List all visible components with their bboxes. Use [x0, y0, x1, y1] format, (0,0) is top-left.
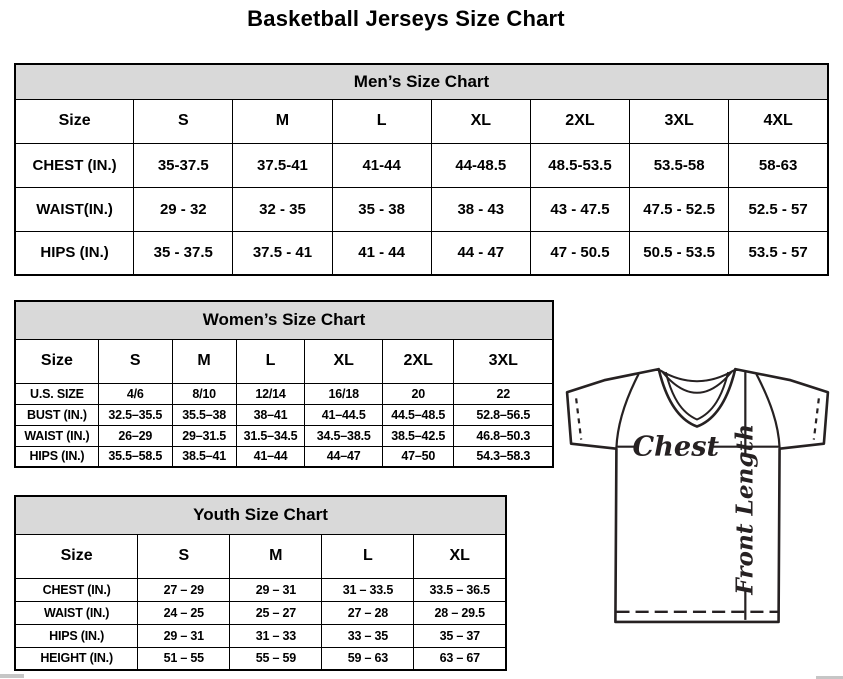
youth-size-chart-table [14, 495, 507, 671]
value-cell: 52.5 - 57 [729, 187, 828, 231]
value-cell: 8/10 [172, 383, 236, 404]
value-cell: 54.3–58.3 [454, 446, 553, 467]
value-cell: 35 - 37.5 [134, 231, 233, 275]
table-row [15, 446, 553, 467]
right-cuff-dashed-line [814, 398, 819, 439]
right-sleeve-seam [756, 374, 779, 448]
value-cell: 51 – 55 [138, 647, 230, 670]
jersey-measurement-diagram [558, 356, 840, 628]
table-row [15, 404, 553, 425]
value-cell: 27 – 28 [322, 601, 414, 624]
value-cell: 47 - 50.5 [530, 231, 629, 275]
value-cell: 29–31.5 [172, 425, 236, 446]
value-cell: 48.5-53.5 [530, 143, 629, 187]
collar-inner-v [666, 372, 728, 419]
value-cell: 27 – 29 [138, 578, 230, 601]
row-label: U.S. SIZE [15, 383, 98, 404]
table-header-row [15, 339, 553, 383]
value-cell: 35 - 38 [332, 187, 431, 231]
header-cell: S [138, 534, 230, 578]
collar-ribbing [660, 370, 735, 381]
header-cell: 2XL [530, 99, 629, 143]
row-label: WAIST(IN.) [15, 187, 134, 231]
header-cell: S [134, 99, 233, 143]
womens-chart-caption: Women’s Size Chart [15, 301, 553, 339]
mens-chart-caption: Men’s Size Chart [15, 64, 828, 99]
value-cell: 63 – 67 [414, 647, 506, 670]
value-cell: 37.5-41 [233, 143, 332, 187]
value-cell: 31 – 33 [230, 624, 322, 647]
value-cell: 41–44.5 [305, 404, 382, 425]
value-cell: 24 – 25 [138, 601, 230, 624]
header-cell: Size [15, 339, 98, 383]
value-cell: 38–41 [236, 404, 305, 425]
table-row [15, 425, 553, 446]
value-cell: 44.5–48.5 [382, 404, 454, 425]
value-cell: 44–47 [305, 446, 382, 467]
row-label: BUST (IN.) [15, 404, 98, 425]
table-row [15, 624, 506, 647]
header-cell: Size [15, 99, 134, 143]
value-cell: 32.5–35.5 [98, 404, 172, 425]
horizontal-scrollbar-left-fragment[interactable] [0, 674, 24, 678]
header-cell: 4XL [729, 99, 828, 143]
value-cell: 26–29 [98, 425, 172, 446]
row-label: HEIGHT (IN.) [15, 647, 138, 670]
value-cell: 37.5 - 41 [233, 231, 332, 275]
value-cell: 20 [382, 383, 454, 404]
page-title: Basketball Jerseys Size Chart [247, 6, 565, 31]
row-label: CHEST (IN.) [15, 143, 134, 187]
value-cell: 25 – 27 [230, 601, 322, 624]
header-cell: M [233, 99, 332, 143]
header-cell: 2XL [382, 339, 454, 383]
value-cell: 34.5–38.5 [305, 425, 382, 446]
value-cell: 29 – 31 [230, 578, 322, 601]
table-row [15, 383, 553, 404]
value-cell: 46.8–50.3 [454, 425, 553, 446]
value-cell: 35 – 37 [414, 624, 506, 647]
value-cell: 4/6 [98, 383, 172, 404]
header-cell: S [98, 339, 172, 383]
value-cell: 58-63 [729, 143, 828, 187]
header-cell: XL [431, 99, 530, 143]
value-cell: 16/18 [305, 383, 382, 404]
row-label: HIPS (IN.) [15, 446, 98, 467]
mens-size-chart-table [14, 63, 829, 276]
value-cell: 33.5 – 36.5 [414, 578, 506, 601]
row-label: WAIST (IN.) [15, 601, 138, 624]
left-cuff-dashed-line [576, 398, 581, 439]
row-label: CHEST (IN.) [15, 578, 138, 601]
header-cell: 3XL [630, 99, 729, 143]
header-cell: L [332, 99, 431, 143]
header-cell: XL [414, 534, 506, 578]
value-cell: 29 - 32 [134, 187, 233, 231]
womens-size-chart-table [14, 300, 554, 468]
table-caption-row [15, 301, 553, 339]
value-cell: 38.5–41 [172, 446, 236, 467]
value-cell: 32 - 35 [233, 187, 332, 231]
value-cell: 31 – 33.5 [322, 578, 414, 601]
value-cell: 35.5–58.5 [98, 446, 172, 467]
header-cell: M [230, 534, 322, 578]
value-cell: 41–44 [236, 446, 305, 467]
header-cell: 3XL [454, 339, 553, 383]
table-row [15, 231, 828, 275]
value-cell: 59 – 63 [322, 647, 414, 670]
table-row [15, 578, 506, 601]
table-row [15, 143, 828, 187]
chest-label: Chest [632, 430, 720, 463]
value-cell: 47–50 [382, 446, 454, 467]
table-header-row [15, 534, 506, 578]
value-cell: 35.5–38 [172, 404, 236, 425]
value-cell: 38.5–42.5 [382, 425, 454, 446]
value-cell: 50.5 - 53.5 [630, 231, 729, 275]
table-caption-row [15, 496, 506, 534]
value-cell: 44-48.5 [431, 143, 530, 187]
header-cell: L [322, 534, 414, 578]
table-header-row [15, 99, 828, 143]
value-cell: 43 - 47.5 [530, 187, 629, 231]
value-cell: 52.8–56.5 [454, 404, 553, 425]
table-row [15, 601, 506, 624]
value-cell: 41 - 44 [332, 231, 431, 275]
value-cell: 38 - 43 [431, 187, 530, 231]
row-label: HIPS (IN.) [15, 624, 138, 647]
table-row [15, 647, 506, 670]
youth-chart-caption: Youth Size Chart [15, 496, 506, 534]
row-label: HIPS (IN.) [15, 231, 134, 275]
value-cell: 35-37.5 [134, 143, 233, 187]
value-cell: 12/14 [236, 383, 305, 404]
value-cell: 31.5–34.5 [236, 425, 305, 446]
value-cell: 28 – 29.5 [414, 601, 506, 624]
value-cell: 47.5 - 52.5 [630, 187, 729, 231]
value-cell: 22 [454, 383, 553, 404]
table-row [15, 187, 828, 231]
header-cell: M [172, 339, 236, 383]
header-cell: L [236, 339, 305, 383]
value-cell: 33 – 35 [322, 624, 414, 647]
value-cell: 29 – 31 [138, 624, 230, 647]
value-cell: 53.5-58 [630, 143, 729, 187]
value-cell: 55 – 59 [230, 647, 322, 670]
table-caption-row [15, 64, 828, 99]
value-cell: 53.5 - 57 [729, 231, 828, 275]
value-cell: 41-44 [332, 143, 431, 187]
row-label: WAIST (IN.) [15, 425, 98, 446]
value-cell: 44 - 47 [431, 231, 530, 275]
front-length-label: Front Length [731, 423, 759, 595]
header-cell: Size [15, 534, 138, 578]
header-cell: XL [305, 339, 382, 383]
jersey-outline [567, 369, 828, 622]
